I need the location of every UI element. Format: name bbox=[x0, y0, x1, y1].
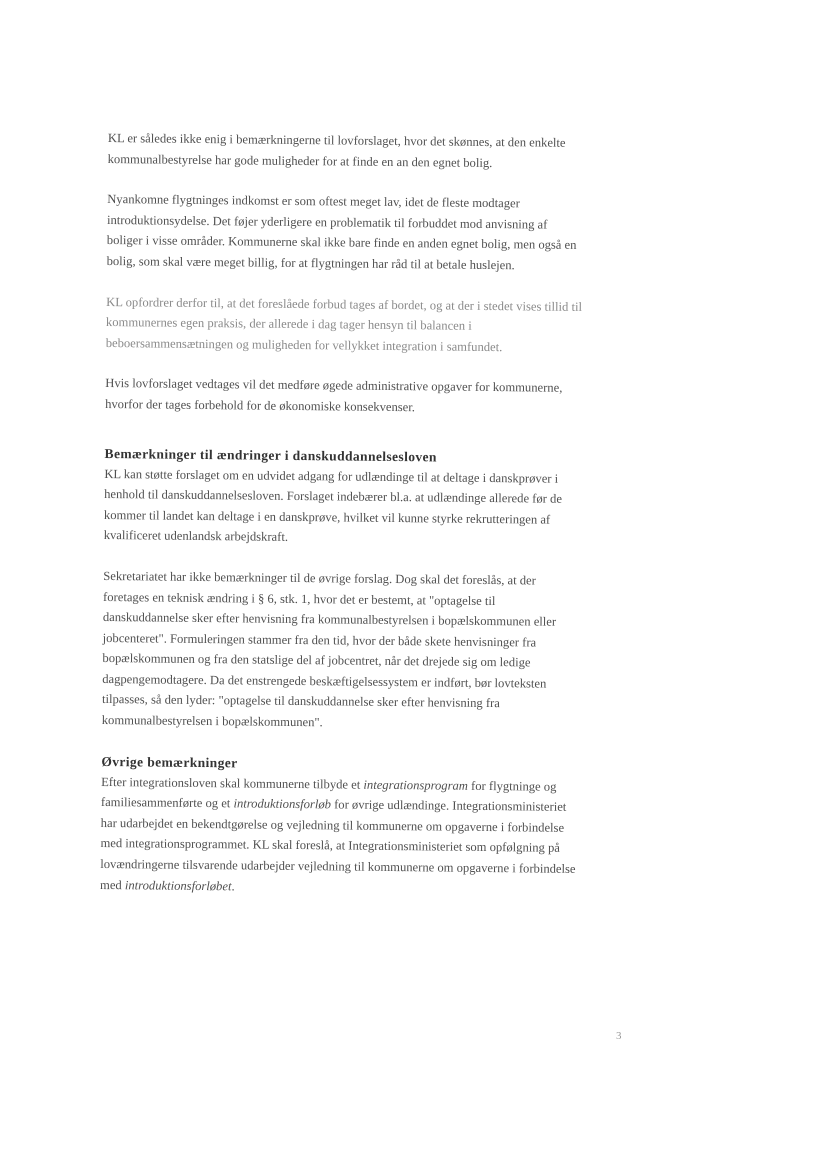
section-danskuddannelse bbox=[102, 443, 583, 736]
paragraph-indkomst: Nyankomne flygtninges indkomst er som oftest meget lav, idet de fleste modtager introduktionsydelse. Det føjer yderligere en problematik til forbuddet mod anvisning af boliger i visse områder. Kommunerne skal ikke bare finde en anden egnet bolig, men også en bolig, som skal være meget billig, for at flygtningen har råd til at betale huslejen. bbox=[106, 192, 577, 273]
paragraph-teknisk-aendring: Sekretariatet har ikke bemærkninger til de øvrige forslag. Dog skal det foreslås, at der foretages en teknisk ændring i § 6, stk. 1, hvor det er bestemt, at "optagelse til danskuddannelse sker efter henvisning fra kommunalbestyrelsen i bopælskommunen eller jobcenteret". Formuleringen stammer fra den tid, hvor der både skete henvisninger fra bopælskommunen og fra den statslige del af jobcentret, når det drejede sig om ledige dagpengemodtagere. Da det enstrengede beskæftigelsessystem er indført, bør lovteksten tilpasses, så den lyder: "optagelse til danskuddannelse sker efter henvisning fra kommunalbestyrelsen i bopælskommunen". bbox=[101, 568, 557, 730]
page-number: 3 bbox=[616, 1030, 622, 1042]
section-heading-danskuddannelse: Bemærkninger til ændringer i danskuddannelsesloven bbox=[104, 445, 437, 464]
text-part: Efter integrationsloven skal kommunerne tilbyde et bbox=[101, 774, 364, 792]
paragraph-forbehold: Hvis lovforslaget vedtages vil det medføre øgede administrative opgaver for kommunerne, hvorfor der tages forbehold for de økonomiske konsekvenser. bbox=[105, 376, 563, 415]
section-heading-oevrige: Øvrige bemærkninger bbox=[101, 753, 238, 771]
paragraph-bolig-enig: KL er således ikke enig i bemærkningerne til lovforslaget, hvor det skønnes, at den enkelte kommunalbestyrelse har gode muligheder for at finde en an den egnet bolig. bbox=[107, 130, 566, 170]
italic-term: introduktionsforløb bbox=[233, 796, 332, 812]
text-part: . bbox=[231, 878, 235, 893]
paragraph-danskproever: KL kan støtte forslaget om en udvidet adgang for udlændinge til at deltage i danskprøver i henhold til danskuddannelsesloven. Forslaget indebærer bl.a. at udlændinge allerede før de kommer til landet kan deltage i en danskprøve, hvilket vil kunne styrke rekrutteringen af kvalificeret udenlandsk arbejdskraft. bbox=[103, 466, 563, 545]
text-part: for flygtninge og familiesammenførte og et bbox=[100, 778, 557, 811]
italic-term: integrationsprogram bbox=[363, 777, 469, 793]
paragraph-opfordring: KL opfordrer derfor til, at det foreslåede forbud tages af bordet, og at der i stedet vises tillid til kommunernes egen praksis, der allerede i dag tager hensyn til balancen i beboersammensætningen og muligheden for vellykket integration i samfundet. bbox=[105, 294, 583, 354]
paragraph-integrationsprogram bbox=[100, 772, 579, 901]
section-oevrige bbox=[100, 751, 579, 901]
text-part: for øvrige udlændinge. Integrationsministeriet har udarbejdet en bekendtgørelse og vejledning til kommunerne om opgaverne i forbindelse med integrationsprogrammet. KL skal foreslå, at Integrationsministeriet som opfølgning på lovændringerne tilsvarende udarbejder vejledning til kommunerne om opgaverne i forbindelse med bbox=[100, 797, 576, 892]
body-text bbox=[100, 128, 586, 920]
italic-term: introduktionsforløbet bbox=[124, 877, 232, 893]
